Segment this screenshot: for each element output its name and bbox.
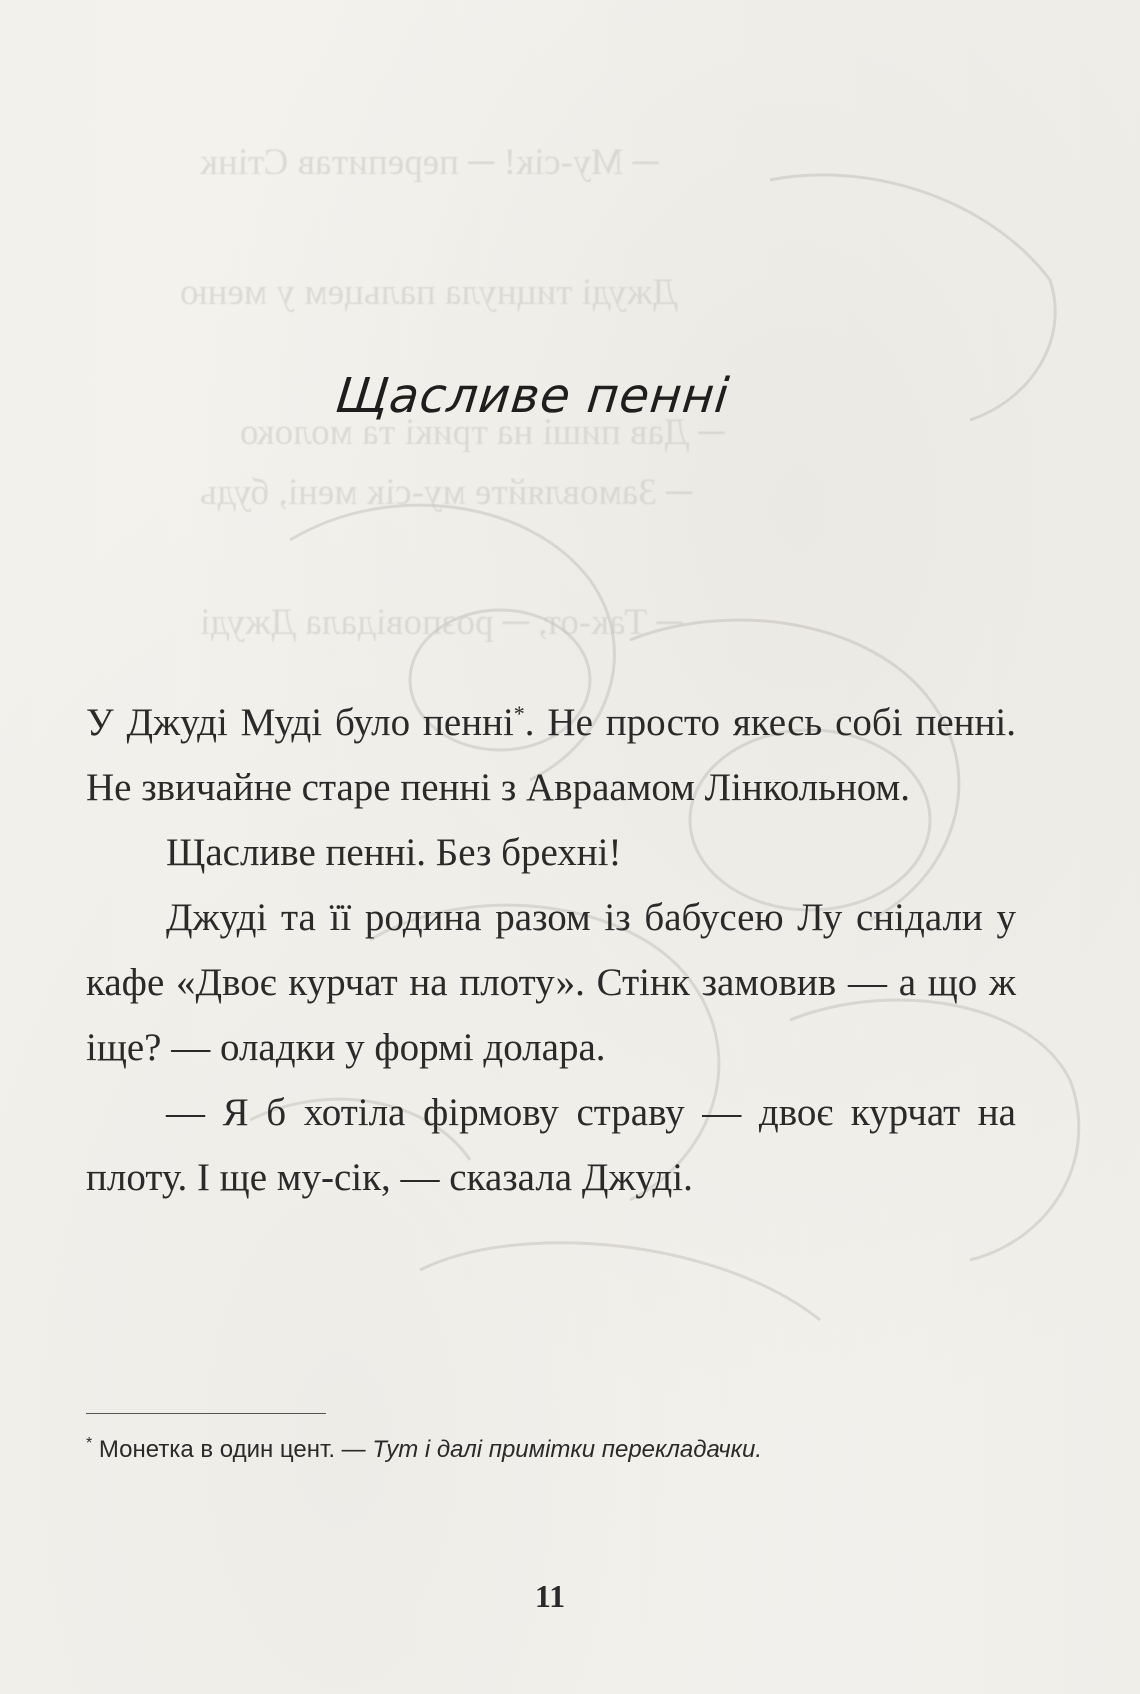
footnote-divider (86, 1413, 326, 1414)
paragraph: Джуді та її родина разом із бабусею Лу снідали у кафе «Двоє курчат на плоту». Стінк замовив — а що ж іще? — оладки у формі долара. (86, 896, 1016, 1069)
chapter-title: Щасливе пенні (333, 368, 733, 424)
paragraph (86, 690, 1016, 820)
bleed-through-line: ─ Му-сік! ─ перепитав Стінк (200, 142, 659, 183)
footnote-marker: * (513, 701, 525, 726)
bleed-through-line: ─ Дав пиші на трикі та молоко (240, 412, 725, 453)
paragraph-text: . Не просто якесь собі пенні. Не звичайне старе пенні з Авраамом Лінкольном. (86, 701, 1016, 809)
footnote (86, 1436, 1046, 1464)
bleed-through-line: Джуді тицнула пальцем у меню (180, 272, 678, 313)
body-text (86, 690, 1016, 1210)
bleed-through-line: ─ Так-от, ─ розповідала Джуді (200, 602, 683, 643)
footnote-text: Монетка в один цент. — (92, 1436, 373, 1463)
footnote-note: Тут і далі примітки перекладачки. (372, 1436, 763, 1463)
footnote-marker: * (86, 1435, 93, 1452)
page-number: 11 (534, 1578, 566, 1614)
paragraph: Щасливе пенні. Без брехні! (166, 831, 622, 874)
paragraph: — Я б хотіла фірмову страву — двоє курчат на плоту. І ще му-сік, — сказала Джуді. (86, 1091, 1016, 1199)
bleed-through-line: ─ Замовляйте му-сік мені, будь (200, 472, 693, 513)
paragraph-text: У Джуді Муді було пенні (86, 701, 514, 744)
